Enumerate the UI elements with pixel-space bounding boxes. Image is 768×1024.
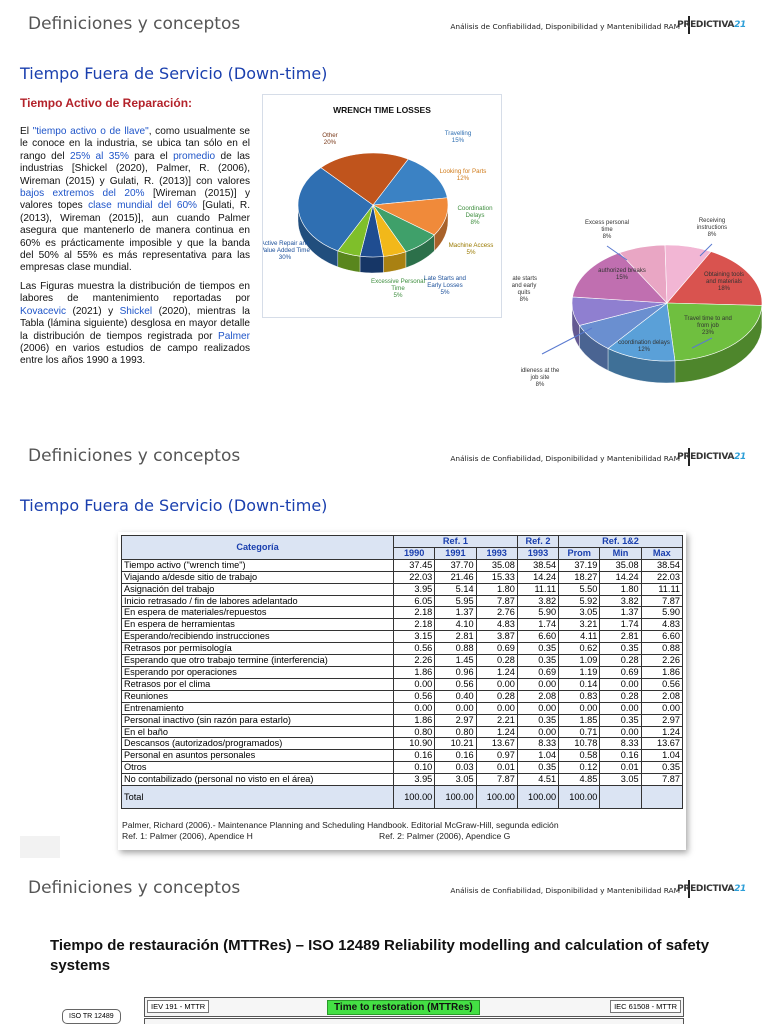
maintenance-time-chart	[512, 208, 768, 432]
pie-slice-side	[360, 256, 383, 273]
category-cell: Retrasos por el clima	[122, 678, 394, 690]
table-row	[122, 607, 683, 619]
category-cell: Inicio retrasado / fin de labores adelantado	[122, 595, 394, 607]
value-cell: 1.24	[476, 726, 517, 738]
value-cell: 1.24	[476, 666, 517, 678]
value-cell: 37.70	[435, 559, 476, 571]
value-cell: 18.27	[559, 571, 600, 583]
value-cell: 1.37	[435, 607, 476, 619]
value-cell: 0.28	[476, 655, 517, 667]
category-cell: Esperando que otro trabajo termine (interferencia)	[122, 655, 394, 667]
value-cell: 35.08	[476, 559, 517, 571]
mttr-diagram-bar-2	[144, 1018, 684, 1024]
iso-tr-label: ISO TR 12489	[62, 1009, 121, 1024]
pie-label: Receiving instructions 8%	[696, 218, 728, 238]
hatched-cell	[600, 786, 641, 809]
value-cell: 0.56	[394, 643, 435, 655]
hatched-cell	[641, 786, 682, 809]
total-value: 100.00	[435, 786, 476, 809]
value-cell: 0.69	[517, 666, 558, 678]
slide-2	[0, 432, 768, 864]
value-cell: 2.97	[435, 714, 476, 726]
value-cell: 13.67	[476, 738, 517, 750]
table-row	[122, 690, 683, 702]
value-cell: 0.40	[435, 690, 476, 702]
value-cell: 0.88	[641, 643, 682, 655]
value-cell: 0.00	[559, 702, 600, 714]
value-cell: 4.51	[517, 774, 558, 786]
course-title: Análisis de Confiabilidad, Disponibilidad y Mantenibilidad RAM	[450, 886, 680, 895]
pie-label: idleness at the job site 8%	[520, 368, 560, 388]
value-cell: 38.54	[517, 559, 558, 571]
value-cell: 0.69	[476, 643, 517, 655]
value-cell: 4.85	[559, 774, 600, 786]
group-header: Ref. 2	[517, 536, 558, 548]
group-header: Ref. 1&2	[559, 536, 683, 548]
group-header: Ref. 1	[394, 536, 518, 548]
category-header: Categoría	[122, 536, 394, 560]
value-cell: 0.00	[517, 702, 558, 714]
section-title: Definiciones y conceptos	[28, 446, 241, 466]
value-cell: 2.21	[476, 714, 517, 726]
category-cell: Otros	[122, 762, 394, 774]
section-title: Definiciones y conceptos	[28, 878, 241, 898]
category-cell: Esperando por operaciones	[122, 666, 394, 678]
ref-1: Ref. 1: Palmer (2006), Apendice H	[122, 831, 253, 841]
value-cell: 11.11	[517, 583, 558, 595]
value-cell: 2.81	[435, 631, 476, 643]
value-cell: 0.00	[476, 702, 517, 714]
pie-label: Excessive Personal Time 5%	[371, 278, 425, 299]
table-row	[122, 583, 683, 595]
value-cell: 1.85	[559, 714, 600, 726]
value-cell: 6.05	[394, 595, 435, 607]
value-cell: 0.28	[600, 655, 641, 667]
value-cell: 15.33	[476, 571, 517, 583]
value-cell: 0.35	[641, 762, 682, 774]
value-cell: 5.95	[435, 595, 476, 607]
value-cell: 1.74	[517, 619, 558, 631]
pie-label: Machine Access 5%	[448, 242, 494, 256]
table-row	[122, 631, 683, 643]
value-cell: 3.15	[394, 631, 435, 643]
value-cell: 1.45	[435, 655, 476, 667]
value-cell: 1.74	[600, 619, 641, 631]
value-cell: 0.71	[559, 726, 600, 738]
value-cell: 0.35	[517, 762, 558, 774]
mttr-diagram-bar	[144, 997, 684, 1017]
slide-title: Tiempo Fuera de Servicio (Down-time)	[20, 496, 328, 515]
value-cell: 13.67	[641, 738, 682, 750]
table-row	[122, 750, 683, 762]
downtime-table-card	[118, 532, 686, 850]
category-cell: No contabilizado (personal no visto en el área)	[122, 774, 394, 786]
value-cell: 3.82	[517, 595, 558, 607]
value-cell: 38.54	[641, 559, 682, 571]
value-cell: 10.90	[394, 738, 435, 750]
category-cell: En espera de materiales/repuestos	[122, 607, 394, 619]
value-cell: 0.35	[517, 643, 558, 655]
ref-2: Ref. 2: Palmer (2006), Apendice G	[379, 831, 511, 841]
value-cell: 1.04	[641, 750, 682, 762]
value-cell: 0.97	[476, 750, 517, 762]
table-row	[122, 595, 683, 607]
category-cell: Personal inactivo (sin razón para estarlo)	[122, 714, 394, 726]
value-cell: 2.18	[394, 607, 435, 619]
value-cell: 3.95	[394, 583, 435, 595]
value-cell: 1.86	[641, 666, 682, 678]
value-cell: 0.01	[600, 762, 641, 774]
value-cell: 37.45	[394, 559, 435, 571]
table-row	[122, 619, 683, 631]
value-cell: 0.28	[600, 690, 641, 702]
table-row	[122, 571, 683, 583]
value-cell: 5.90	[517, 607, 558, 619]
value-cell: 0.00	[394, 702, 435, 714]
category-cell: Retrasos por permisología	[122, 643, 394, 655]
wrench-time-losses-chart	[262, 94, 502, 318]
total-value: 100.00	[476, 786, 517, 809]
paragraph-2: Las Figuras muestra la distribución de tiempos en labores de mantenimiento reportadas por Kovacevic (2021) y Shickel (2020), mientras la Tabla (lámina siguiente) desglosa en mayor detalle la distribución de tiempos registrada por Palmer (2006) en varios estudios de campo realizados entre los años 1990 a 1993.	[20, 280, 250, 367]
total-value: 100.00	[394, 786, 435, 809]
table-row	[122, 559, 683, 571]
body-text	[20, 126, 250, 374]
category-cell: En espera de herramientas	[122, 619, 394, 631]
value-cell: 1.80	[600, 583, 641, 595]
section-title: Definiciones y conceptos	[28, 14, 241, 34]
value-cell: 0.83	[559, 690, 600, 702]
value-cell: 0.16	[600, 750, 641, 762]
iev191-label: IEV 191 - MTTR	[147, 1000, 209, 1013]
year-header: 1991	[435, 547, 476, 559]
value-cell: 6.60	[641, 631, 682, 643]
predictiva-logo: PREDICTIVA21	[677, 884, 746, 894]
value-cell: 0.14	[559, 678, 600, 690]
value-cell: 0.58	[559, 750, 600, 762]
category-cell: Tiempo activo ("wrench time")	[122, 559, 394, 571]
value-cell: 0.10	[394, 762, 435, 774]
value-cell: 5.14	[435, 583, 476, 595]
value-cell: 0.35	[600, 643, 641, 655]
value-cell: 0.96	[435, 666, 476, 678]
value-cell: 3.05	[559, 607, 600, 619]
value-cell: 7.87	[476, 595, 517, 607]
table-row	[122, 714, 683, 726]
value-cell: 2.08	[517, 690, 558, 702]
value-cell: 0.80	[394, 726, 435, 738]
value-cell: 3.95	[394, 774, 435, 786]
category-cell: Esperando/recibiendo instrucciones	[122, 631, 394, 643]
value-cell: 6.60	[517, 631, 558, 643]
value-cell: 2.76	[476, 607, 517, 619]
value-cell: 14.24	[600, 571, 641, 583]
value-cell: 2.08	[641, 690, 682, 702]
mttres-label: Time to restoration (MTTRes)	[327, 1000, 480, 1015]
value-cell: 2.26	[641, 655, 682, 667]
value-cell: 7.87	[641, 774, 682, 786]
value-cell: 3.87	[476, 631, 517, 643]
table-row	[122, 678, 683, 690]
value-cell: 3.21	[559, 619, 600, 631]
pie-label: authorized breaks 15%	[598, 268, 646, 281]
value-cell: 5.90	[641, 607, 682, 619]
value-cell: 1.86	[394, 714, 435, 726]
source-citation: Palmer, Richard (2006).- Maintenance Planning and Scheduling Handbook. Editorial McGraw-Hill, segunda edición	[122, 820, 559, 830]
value-cell: 0.88	[435, 643, 476, 655]
year-header: Prom	[559, 547, 600, 559]
category-cell: Descansos (autorizados/programados)	[122, 738, 394, 750]
value-cell: 0.00	[600, 678, 641, 690]
value-cell: 0.12	[559, 762, 600, 774]
value-cell: 0.35	[517, 714, 558, 726]
downtime-table	[121, 535, 683, 809]
category-cell: Reuniones	[122, 690, 394, 702]
pie-label: Late Starts and Early Losses 5%	[424, 275, 466, 296]
value-cell: 4.10	[435, 619, 476, 631]
value-cell: 4.83	[641, 619, 682, 631]
chart-title: WRENCH TIME LOSSES	[333, 105, 431, 115]
value-cell: 0.56	[394, 690, 435, 702]
value-cell: 0.28	[476, 690, 517, 702]
value-cell: 4.83	[476, 619, 517, 631]
table-row	[122, 726, 683, 738]
pie-label: Other 20%	[322, 132, 338, 146]
pie-label: Travelling 15%	[444, 130, 472, 144]
course-title: Análisis de Confiabilidad, Disponibilidad y Mantenibilidad RAM	[450, 454, 680, 463]
table-row	[122, 666, 683, 678]
value-cell: 5.50	[559, 583, 600, 595]
value-cell: 1.09	[559, 655, 600, 667]
table-row	[122, 655, 683, 667]
predictiva-logo: PREDICTIVA21	[677, 20, 746, 30]
total-label: Total	[122, 786, 394, 809]
value-cell: 10.21	[435, 738, 476, 750]
slide-title: Tiempo de restauración (MTTRes) – ISO 12489 Reliability modelling and calculation of safety systems	[50, 937, 710, 974]
value-cell: 0.35	[517, 655, 558, 667]
category-cell: En el baño	[122, 726, 394, 738]
value-cell: 0.62	[559, 643, 600, 655]
year-header: Min	[600, 547, 641, 559]
decorative-box	[20, 836, 60, 858]
value-cell: 2.81	[600, 631, 641, 643]
table-references	[122, 820, 682, 842]
value-cell: 8.33	[600, 738, 641, 750]
value-cell: 0.01	[476, 762, 517, 774]
year-header: Max	[641, 547, 682, 559]
total-value: 100.00	[517, 786, 558, 809]
value-cell: 0.00	[600, 702, 641, 714]
value-cell: 1.19	[559, 666, 600, 678]
pie-label: Obtaining tools and materials 18%	[703, 272, 745, 292]
value-cell: 4.11	[559, 631, 600, 643]
value-cell: 3.05	[435, 774, 476, 786]
value-cell: 0.80	[435, 726, 476, 738]
value-cell: 2.26	[394, 655, 435, 667]
value-cell: 35.08	[600, 559, 641, 571]
value-cell: 2.97	[641, 714, 682, 726]
category-cell: Entrenamiento	[122, 702, 394, 714]
value-cell: 7.87	[641, 595, 682, 607]
total-row	[122, 786, 683, 809]
value-cell: 5.92	[559, 595, 600, 607]
section-heading: Tiempo Activo de Reparación:	[20, 96, 193, 110]
value-cell: 37.19	[559, 559, 600, 571]
category-cell: Asignación del trabajo	[122, 583, 394, 595]
value-cell: 3.05	[600, 774, 641, 786]
value-cell: 2.18	[394, 619, 435, 631]
value-cell: 0.69	[600, 666, 641, 678]
pie-label: coordination delays 12%	[618, 340, 670, 353]
iec61508-label: IEC 61508 - MTTR	[610, 1000, 681, 1013]
table-row	[122, 774, 683, 786]
pie-label: Looking for Parts 12%	[439, 168, 487, 182]
total-value: 100.00	[559, 786, 600, 809]
value-cell: 1.86	[394, 666, 435, 678]
table-row	[122, 643, 683, 655]
predictiva-logo: PREDICTIVA21	[677, 452, 746, 462]
value-cell: 0.00	[517, 726, 558, 738]
value-cell: 1.04	[517, 750, 558, 762]
value-cell: 11.11	[641, 583, 682, 595]
pie-label: Travel time to and from job 23%	[684, 316, 732, 336]
value-cell: 0.00	[435, 702, 476, 714]
course-title: Análisis de Confiabilidad, Disponibilidad y Mantenibilidad RAM	[450, 22, 680, 31]
slide-1	[0, 0, 768, 432]
pie-label: Coordination Delays 8%	[457, 205, 493, 226]
pie-label: Excess personal time 8%	[584, 220, 630, 240]
value-cell: 22.03	[641, 571, 682, 583]
pie-label: Active Repair and Value Added Time 30%	[263, 240, 310, 261]
slide-3	[0, 864, 768, 1024]
value-cell: 14.24	[517, 571, 558, 583]
value-cell: 1.37	[600, 607, 641, 619]
year-header: 1993	[476, 547, 517, 559]
value-cell: 21.46	[435, 571, 476, 583]
value-cell: 0.56	[435, 678, 476, 690]
value-cell: 10.78	[559, 738, 600, 750]
pie-label: late starts and early quits 8%	[512, 276, 538, 303]
value-cell: 0.16	[435, 750, 476, 762]
value-cell: 0.00	[517, 678, 558, 690]
value-cell: 7.87	[476, 774, 517, 786]
value-cell: 0.16	[394, 750, 435, 762]
table-row	[122, 762, 683, 774]
slide-title: Tiempo Fuera de Servicio (Down-time)	[20, 64, 328, 83]
value-cell: 8.33	[517, 738, 558, 750]
value-cell: 0.00	[600, 726, 641, 738]
table-row	[122, 738, 683, 750]
paragraph-1: El "tiempo activo o de llave", como usualmente se le conoce en la industria, se ubica tan sólo en el rango del 25% al 35% para el promedio de las industrias [Shickel (2020), Palmer, R. (2006), Wireman (2015) y Gulati, R. (2013)] con valores bajos extremos del 20% [Wireman (2015)] y valores topes clase mundial del 60% [Gulati, R. (2013), Wireman (2015)], aun cuando Palmer asegura que mantenerlo de manera continua en 60% es prácticamente imposible y que la banda del 50% al 55% es más representativa para las empresas clase mundial.	[20, 126, 251, 274]
value-cell: 0.35	[600, 714, 641, 726]
category-cell: Viajando a/desde sitio de trabajo	[122, 571, 394, 583]
value-cell: 0.00	[394, 678, 435, 690]
year-header: 1990	[394, 547, 435, 559]
value-cell: 0.03	[435, 762, 476, 774]
table-row	[122, 702, 683, 714]
value-cell: 0.56	[641, 678, 682, 690]
value-cell: 1.80	[476, 583, 517, 595]
value-cell: 0.00	[641, 702, 682, 714]
year-header: 1993	[517, 547, 558, 559]
value-cell: 0.00	[476, 678, 517, 690]
value-cell: 22.03	[394, 571, 435, 583]
value-cell: 3.82	[600, 595, 641, 607]
value-cell: 1.24	[641, 726, 682, 738]
category-cell: Personal en asuntos personales	[122, 750, 394, 762]
